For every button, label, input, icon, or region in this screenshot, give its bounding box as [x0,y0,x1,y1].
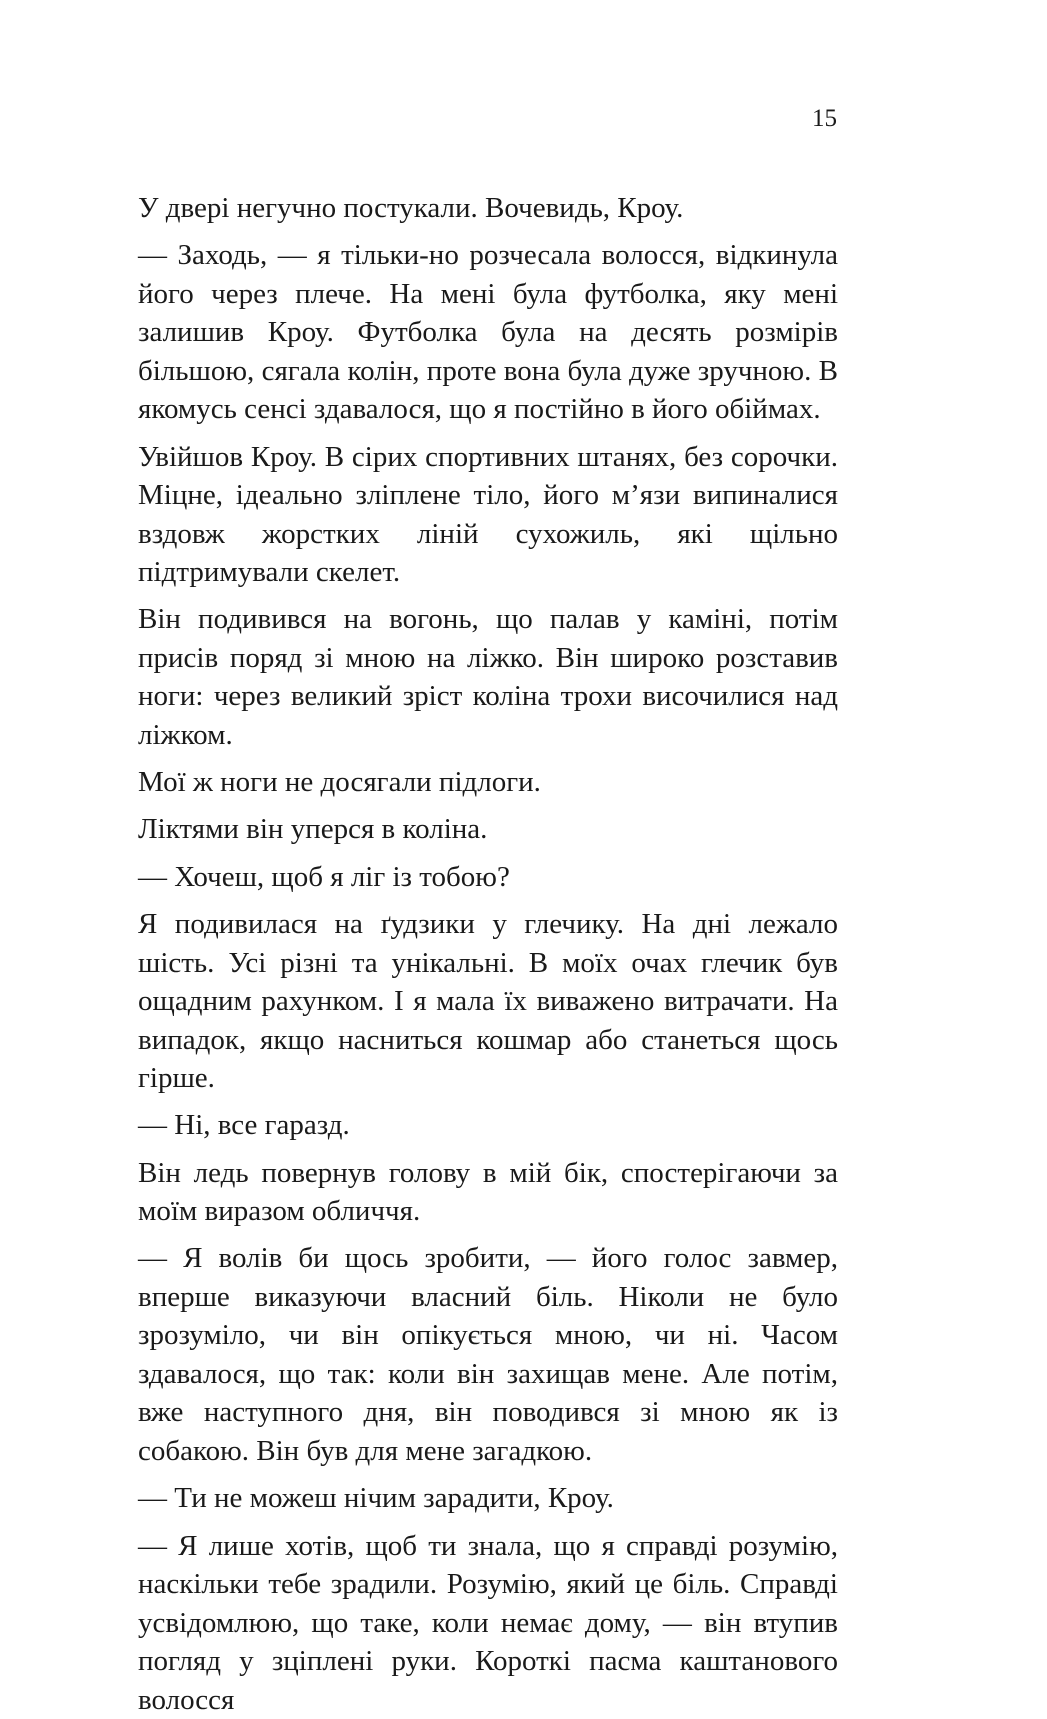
paragraph: — Я волів би щось зробити, — його голос завмер, вперше виказуючи власний біль. Ніколи не було зрозуміло, чи він опікується мною, чи ні. Часом здавалося, що так: коли він захищав мене. Але потім, вже наступного дня, він поводився зі мною як із собакою. Він був для мене загадкою. [138,1242,838,1467]
paragraph: У двері негучно постукали. Вочевидь, Кроу. [138,192,684,224]
paragraph: Він подивився на вогонь, що палав у каміні, потім присів поряд зі мною на ліжко. Він широко розставив ноги: через великий зріст коліна трохи височилися над ліжком. [138,603,838,751]
paragraph: — Я лише хотів, щоб ти знала, що я справді розумію, наскільки тебе зрадили. Розумію, який це біль. Справді усвідомлюю, що таке, коли немає дому, — він втупив погляд у зціплені руки. Короткі пасма каштанового волосся [138,1529,838,1716]
paragraph: — Хочеш, щоб я ліг із тобою? [138,860,510,893]
body-text [138,189,838,1719]
page-number: 15 [812,105,837,132]
paragraph: Я подивилася на ґудзики у глечику. На дні лежало шість. Усі різні та унікальні. В моїх очах глечик був ощадним рахунком. І я мала їх виважено витрачати. На випадок, якщо насниться кошмар або станеться щось гірше. [138,908,838,1095]
paragraph: Увійшов Кроу. В сірих спортивних штанях, без сорочки. Міцне, ідеально зліплене тіло, його м’язи випиналися вздовж жорстких ліній сухожиль, які щільно підтримували скелет. [138,440,838,589]
paragraph: — Ні, все гаразд. [138,1109,350,1142]
paragraph: Ліктями він уперся в коліна. [138,813,488,846]
paragraph: Мої ж ноги не досягали підлоги. [138,766,541,799]
paragraph: Він ледь повернув голову в мій бік, спостерігаючи за моїм виразом обличчя. [138,1156,838,1228]
paragraph: — Ти не можеш нічим зарадити, Кроу. [138,1482,614,1515]
paragraph: — Заходь, — я тільки-но розчесала волосся, відкинула його через плече. На мені була футболка, яку мені залишив Кроу. Футболка була на десять розмірів більшою, сягала колін, проте вона була дуже зручною. В якомусь сенсі здавалося, що я постійно в його обіймах. [138,239,838,426]
